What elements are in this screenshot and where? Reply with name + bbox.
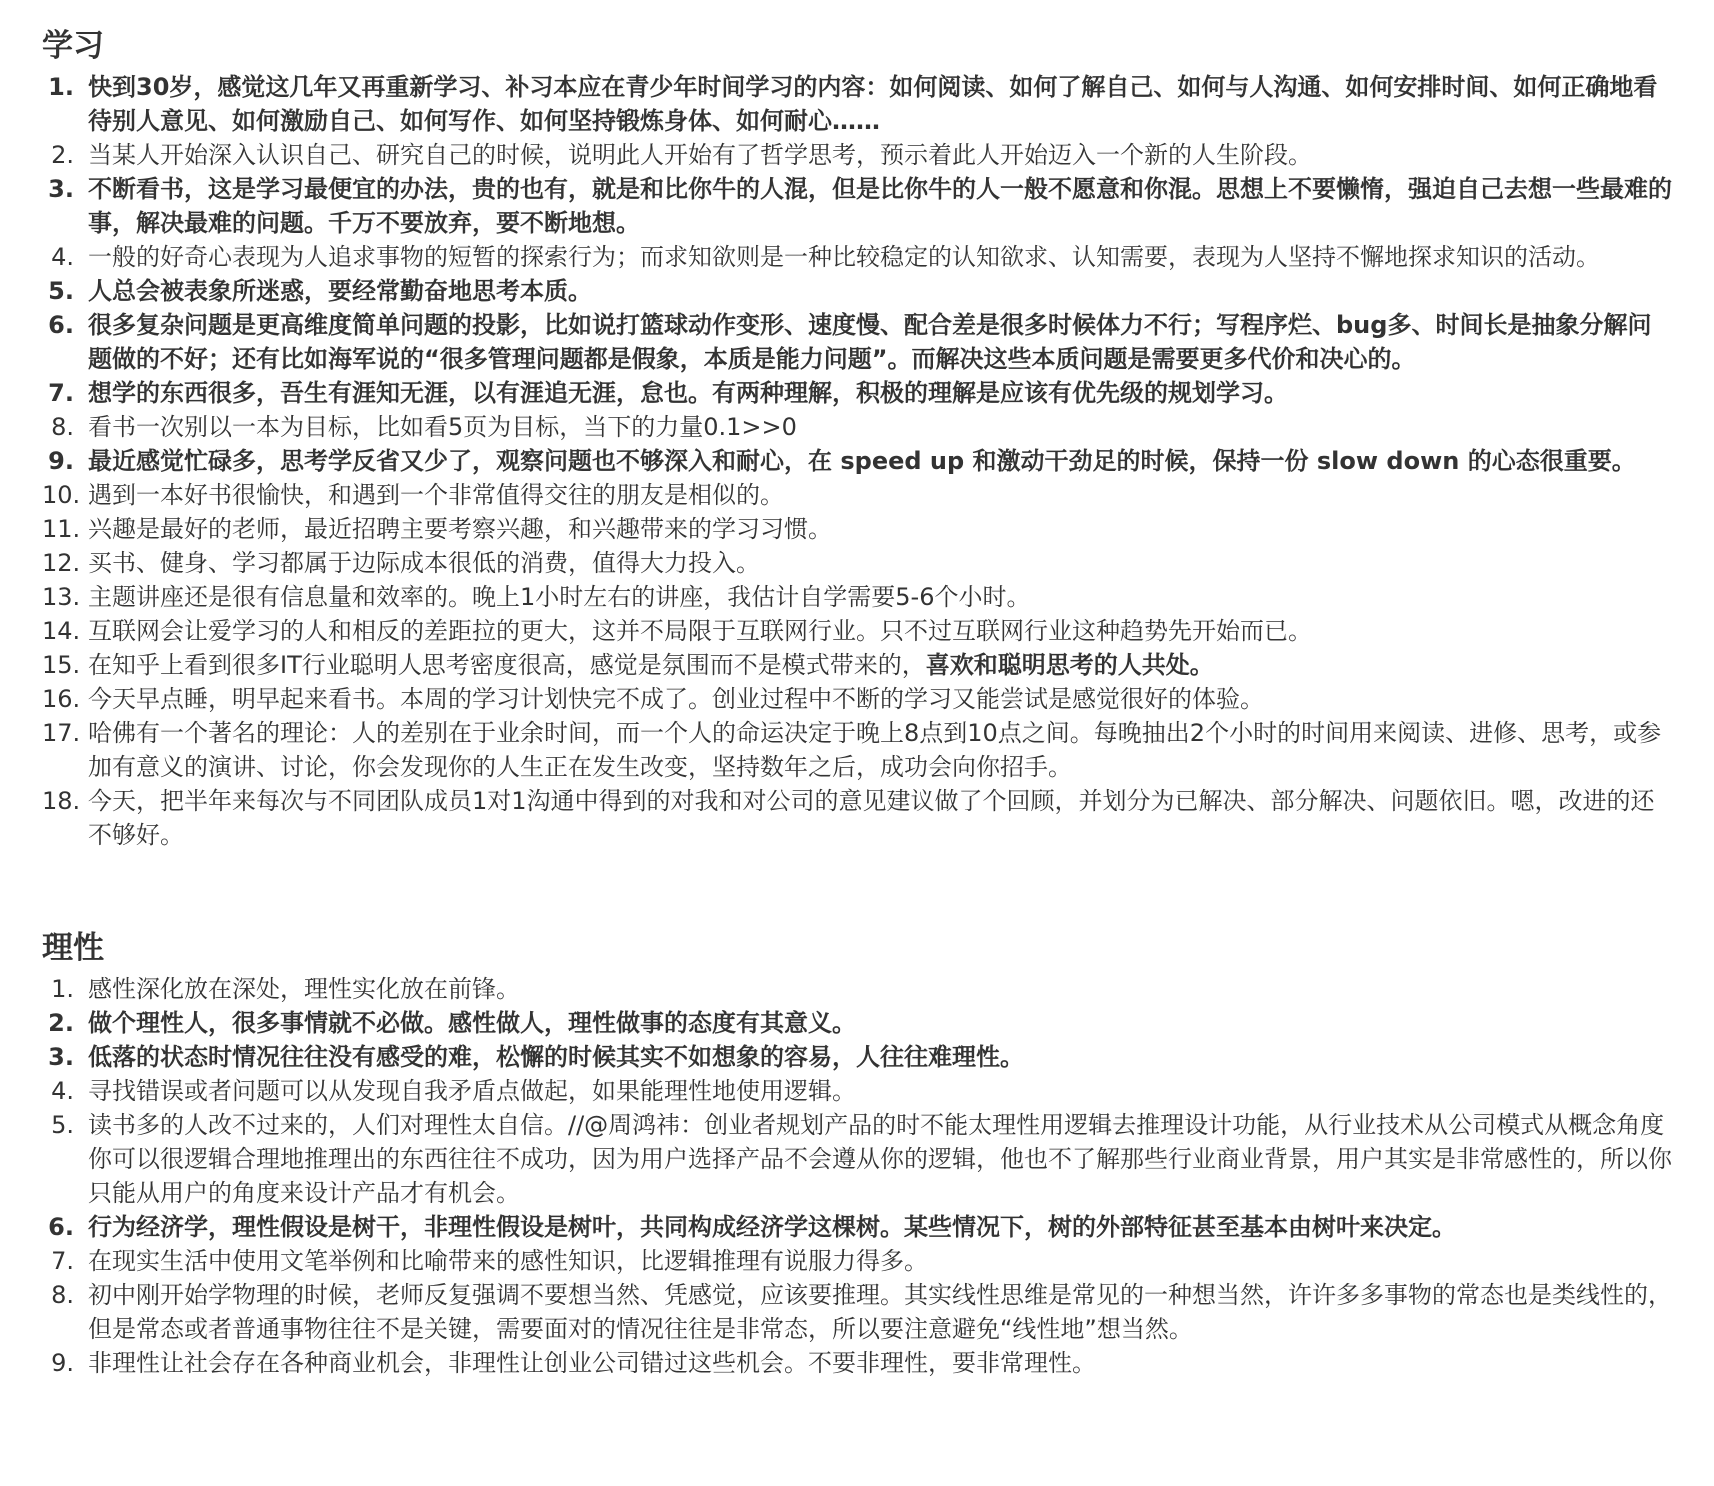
list-item-number: 3. xyxy=(48,175,74,203)
list-item-text: 最近感觉忙碌多，思考学反省又少了，观察问题也不够深入和耐心，在 speed up 和激动干劲足的时候，保持一份 slow down 的心态很重要。 xyxy=(88,447,1636,475)
list-item-number: 18. xyxy=(42,787,81,815)
list-item-number: 5. xyxy=(48,277,74,305)
list-item xyxy=(42,972,1672,1006)
list-item-text: 遇到一本好书很愉快，和遇到一个非常值得交往的朋友是相似的。 xyxy=(88,481,784,509)
list-item-text: 兴趣是最好的老师，最近招聘主要考察兴趣，和兴趣带来的学习习惯。 xyxy=(88,515,832,543)
list-item-text: 很多复杂问题是更高维度简单问题的投影，比如说打篮球动作变形、速度慢、配合差是很多时候体力不行；写程序烂、bug多、时间长是抽象分解问题做的不好；还有比如海军说的“很多管理问题都是假象，本质是能力问题”。而解决这些本质问题是需要更多代价和决心的。 xyxy=(88,311,1652,373)
list-item-number: 9. xyxy=(48,447,74,475)
list-item xyxy=(42,1244,1672,1278)
list-item-number: 14. xyxy=(42,617,81,645)
list-item xyxy=(42,172,1672,240)
list-item xyxy=(42,70,1672,138)
rationality-notes-list xyxy=(42,972,1672,1380)
list-item xyxy=(42,478,1672,512)
list-item-text: 行为经济学，理性假设是树干，非理性假设是树叶，共同构成经济学这棵树。某些情况下，树的外部特征甚至基本由树叶来决定。 xyxy=(88,1213,1456,1241)
list-item xyxy=(42,1278,1672,1346)
list-item xyxy=(42,240,1672,274)
list-item xyxy=(42,648,1672,682)
list-item-text: 非理性让社会存在各种商业机会，非理性让创业公司错过这些机会。不要非理性，要非常理性。 xyxy=(88,1349,1096,1377)
list-item-number: 16. xyxy=(42,685,81,713)
list-item-number: 9. xyxy=(51,1349,74,1377)
list-item xyxy=(42,410,1672,444)
list-item-text: 快到30岁，感觉这几年又再重新学习、补习本应在青少年时间学习的内容：如何阅读、如何了解自己、如何与人沟通、如何安排时间、如何正确地看待别人意见、如何激励自己、如何写作、如何坚持锻炼身体、如何耐心…… xyxy=(88,73,1658,135)
list-item-text: 今天，把半年来每次与不同团队成员1对1沟通中得到的对我和对公司的意见建议做了个回顾，并划分为已解决、部分解决、问题依旧。嗯，改进的还不够好。 xyxy=(88,787,1655,849)
list-item xyxy=(42,376,1672,410)
list-item-number: 6. xyxy=(48,311,74,339)
list-item xyxy=(42,1040,1672,1074)
list-item-text: 一般的好奇心表现为人追求事物的短暂的探索行为；而求知欲则是一种比较稳定的认知欲求、认知需要，表现为人坚持不懈地探求知识的活动。 xyxy=(88,243,1600,271)
list-item-text: 买书、健身、学习都属于边际成本很低的消费，值得大力投入。 xyxy=(88,549,760,577)
list-item-text: 想学的东西很多，吾生有涯知无涯，以有涯追无涯，怠也。有两种理解，积极的理解是应该有优先级的规划学习。 xyxy=(88,379,1288,407)
list-item-text: 感性深化放在深处，理性实化放在前锋。 xyxy=(88,975,520,1003)
list-item xyxy=(42,308,1672,376)
list-item-text: 哈佛有一个著名的理论：人的差别在于业余时间，而一个人的命运决定于晚上8点到10点之间。每晚抽出2个小时的时间用来阅读、进修、思考，或参加有意义的演讲、讨论，你会发现你的人生正在发生改变，坚持数年之后，成功会向你招手。 xyxy=(88,719,1662,781)
list-item-text: 看书一次别以一本为目标，比如看5页为目标，当下的力量0.1>>0 xyxy=(88,413,797,441)
list-item-number: 5. xyxy=(51,1111,74,1139)
learning-notes-list xyxy=(42,70,1672,852)
list-item-number: 3. xyxy=(48,1043,74,1071)
list-item-text: 人总会被表象所迷惑，要经常勤奋地思考本质。 xyxy=(88,277,592,305)
list-item xyxy=(42,682,1672,716)
list-item-text: 低落的状态时情况往往没有感受的难，松懈的时候其实不如想象的容易，人往往难理性。 xyxy=(88,1043,1024,1071)
list-item xyxy=(42,1210,1672,1244)
list-item-number: 2. xyxy=(51,141,74,169)
list-item xyxy=(42,444,1672,478)
list-item xyxy=(42,784,1672,852)
section-title-learning: 学习 xyxy=(42,28,104,64)
list-item xyxy=(42,1346,1672,1380)
list-item-number: 10. xyxy=(42,481,81,509)
list-item-number: 17. xyxy=(42,719,81,747)
document xyxy=(42,22,1672,1380)
list-item-text: 初中刚开始学物理的时候，老师反复强调不要想当然、凭感觉，应该要推理。其实线性思维是常见的一种想当然，许许多多事物的常态也是类线性的，但是常态或者普通事物往往不是关键，需要面对的情况往往是非常态，所以要注意避免“线性地”想当然。 xyxy=(88,1281,1672,1343)
list-item-number: 8. xyxy=(51,413,74,441)
list-item xyxy=(42,1108,1672,1210)
list-item-text: 寻找错误或者问题可以从发现自我矛盾点做起，如果能理性地使用逻辑。 xyxy=(88,1077,856,1105)
list-item-number: 4. xyxy=(51,243,74,271)
list-item-number: 11. xyxy=(42,515,81,543)
list-item-number: 1. xyxy=(48,73,74,101)
list-item-text: 不断看书，这是学习最便宜的办法，贵的也有，就是和比你牛的人混，但是比你牛的人一般不愿意和你混。思想上不要懒惰，强迫自己去想一些最难的事，解决最难的问题。千万不要放弃，要不断地想。 xyxy=(88,175,1672,237)
list-item-text: 读书多的人改不过来的，人们对理性太自信。//@周鸿祎：创业者规划产品的时不能太理性用逻辑去推理设计功能，从行业技术从公司模式从概念角度你可以很逻辑合理地推理出的东西往往不成功，因为用户选择产品不会遵从你的逻辑，他也不了解那些行业商业背景，用户其实是非常感性的，所以你只能从用户的角度来设计产品才有机会。 xyxy=(88,1111,1672,1207)
list-item xyxy=(42,274,1672,308)
list-item xyxy=(42,1006,1672,1040)
list-item-text: 互联网会让爱学习的人和相反的差距拉的更大，这并不局限于互联网行业。只不过互联网行业这种趋势先开始而已。 xyxy=(88,617,1312,645)
list-item-number: 2. xyxy=(48,1009,74,1037)
section-title-rationality: 理性 xyxy=(42,930,104,966)
list-item-text: 在知乎上看到很多IT行业聪明人思考密度很高，感觉是氛围而不是模式带来的， xyxy=(88,651,926,679)
list-item-number: 13. xyxy=(42,583,81,611)
list-item xyxy=(42,580,1672,614)
list-item-text: 今天早点睡，明早起来看书。本周的学习计划快完不成了。创业过程中不断的学习又能尝试是感觉很好的体验。 xyxy=(88,685,1264,713)
list-item-text: 当某人开始深入认识自己、研究自己的时候，说明此人开始有了哲学思考，预示着此人开始迈入一个新的人生阶段。 xyxy=(88,141,1312,169)
list-item xyxy=(42,1074,1672,1108)
list-item xyxy=(42,512,1672,546)
list-item-text: 做个理性人，很多事情就不必做。感性做人，理性做事的态度有其意义。 xyxy=(88,1009,856,1037)
list-item-number: 12. xyxy=(42,549,81,577)
list-item-number: 4. xyxy=(51,1077,74,1105)
list-item-number: 15. xyxy=(42,651,81,679)
list-item-text: 在现实生活中使用文笔举例和比喻带来的感性知识，比逻辑推理有说服力得多。 xyxy=(88,1247,928,1275)
list-item xyxy=(42,138,1672,172)
list-item-number: 6. xyxy=(48,1213,74,1241)
list-item-text: 主题讲座还是很有信息量和效率的。晚上1小时左右的讲座，我估计自学需要5-6个小时。 xyxy=(88,583,1031,611)
list-item-number: 7. xyxy=(51,1247,74,1275)
list-item-number: 1. xyxy=(51,975,74,1003)
list-item-number: 8. xyxy=(51,1281,74,1309)
list-item-number: 7. xyxy=(48,379,74,407)
list-item xyxy=(42,614,1672,648)
list-item xyxy=(42,716,1672,784)
list-item xyxy=(42,546,1672,580)
list-item-emphasis: 喜欢和聪明思考的人共处。 xyxy=(925,651,1214,679)
